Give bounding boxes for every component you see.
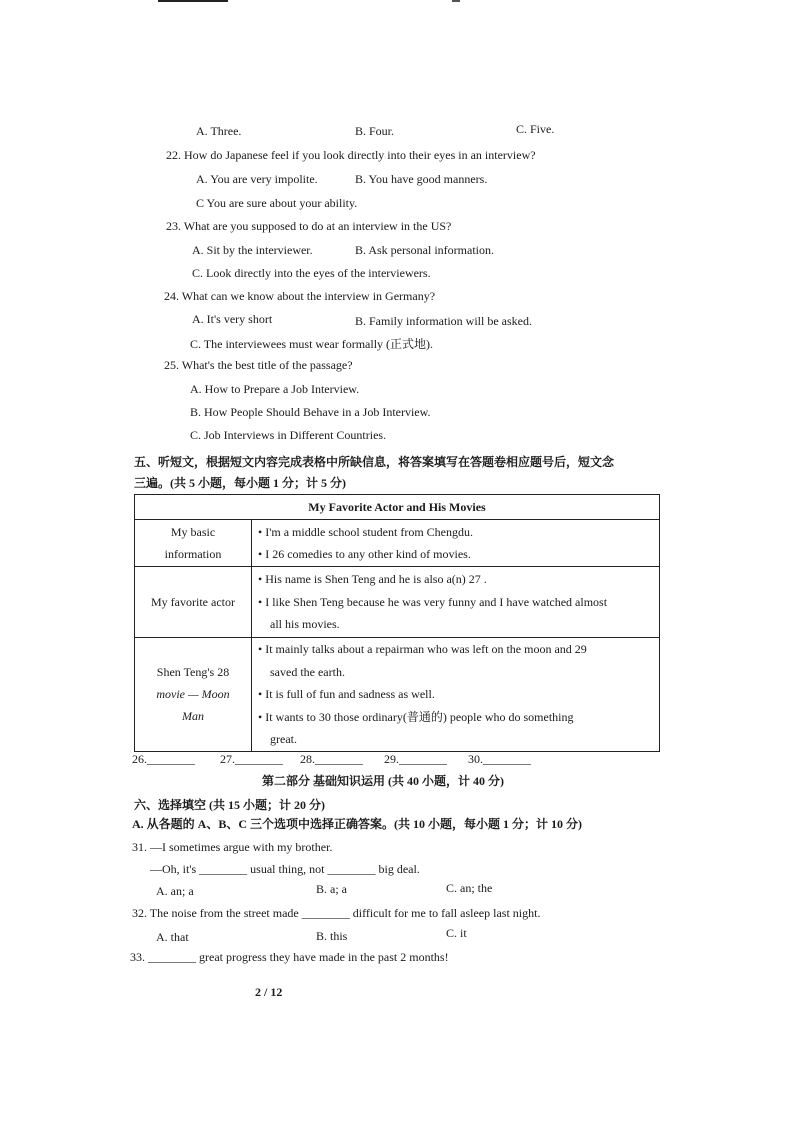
row3-label-c: Man	[182, 709, 204, 724]
q25-option-a: A. How to Prepare a Job Interview.	[190, 382, 360, 396]
q24-option-b: B. Family information will be asked.	[355, 314, 532, 328]
favorite-actor-table	[134, 494, 660, 752]
q31-option-c: C. an; the	[446, 881, 493, 895]
q25-stem: 25. What's the best title of the passage?	[164, 358, 353, 372]
section5-instruction-line1: 五、听短文，根据短文内容完成表格中所缺信息，将答案填写在答题卷相应题号后，短文念	[134, 455, 615, 469]
row2-line2: • I like Shen Teng because he was very funny and I have watched almost	[258, 594, 608, 609]
row-movie-label	[135, 638, 252, 752]
q23-stem: 23. What are you supposed to do at an interview in the US?	[166, 219, 452, 233]
row2-line1: • His name is Shen Teng and he is also a(n) 27 .	[258, 572, 487, 587]
q32-option-b: B. this	[316, 929, 348, 943]
section6-title: 六、选择填空 (共 15 小题；计 20 分)	[134, 798, 325, 812]
answer-blank-26[interactable]: 26.________	[132, 752, 195, 766]
row2-line3: all his movies.	[270, 617, 340, 632]
row-movie-content	[252, 638, 660, 752]
table-header: My Favorite Actor and His Movies	[135, 495, 660, 520]
row-basic-info-content	[252, 520, 660, 567]
row3-label-a: Shen Teng's 28	[156, 665, 230, 680]
row-favorite-actor-label: My favorite actor	[135, 567, 252, 638]
section6-subtitle: A. 从各题的 A、B、C 三个选项中选择正确答案。(共 10 小题，每小题 1 分；计 10 分)	[132, 817, 582, 831]
q22-stem: 22. How do Japanese feel if you look directly into their eyes in an interview?	[166, 148, 536, 162]
row1-line1: • I'm a middle school student from Chengdu.	[258, 524, 473, 539]
top-rule	[158, 0, 228, 2]
answer-blank-29[interactable]: 29.________	[384, 752, 447, 766]
q23-option-b: B. Ask personal information.	[355, 243, 494, 257]
row-basic-info-label	[135, 520, 252, 567]
part2-title: 第二部分 基础知识运用 (共 40 小题，计 40 分)	[262, 774, 504, 788]
answer-blank-28[interactable]: 28.________	[300, 752, 363, 766]
row1-line2: • I 26 comedies to any other kind of movies.	[258, 547, 471, 561]
page-number: 2 / 12	[255, 985, 283, 999]
row3-line4: • It wants to 30 those ordinary(普通的) people who do something	[258, 709, 574, 724]
q31-stem: 31. —I sometimes argue with my brother.	[132, 840, 333, 854]
q31-reply: —Oh, it's ________ usual thing, not ________ big deal.	[150, 862, 420, 876]
q23-option-c: C. Look directly into the eyes of the interviewers.	[192, 266, 431, 280]
row3-label-b: movie — Moon	[156, 687, 230, 702]
q32-option-c: C. it	[446, 926, 467, 940]
q31-option-b: B. a; a	[316, 882, 347, 896]
answer-blank-30[interactable]: 30.________	[468, 752, 531, 766]
q25-option-b: B. How People Should Behave in a Job Interview.	[190, 405, 431, 419]
q33-stem: 33. ________ great progress they have made in the past 2 months!	[130, 950, 449, 964]
q21-option-b: B. Four.	[355, 124, 395, 138]
q31-option-a: A. an; a	[156, 884, 194, 898]
q24-stem: 24. What can we know about the interview in Germany?	[164, 289, 436, 303]
q22-option-a: A. You are very impolite.	[196, 172, 318, 186]
q32-option-a: A. that	[156, 930, 189, 944]
q21-option-c: C. Five.	[516, 122, 555, 136]
row3-line3: • It is full of fun and sadness as well.	[258, 687, 435, 701]
row3-line2: saved the earth.	[270, 664, 345, 679]
section5-instruction-line2: 三遍。(共 5 小题，每小题 1 分；计 5 分)	[134, 476, 346, 490]
q25-option-c: C. Job Interviews in Different Countries.	[190, 428, 387, 442]
top-mark	[452, 0, 460, 2]
row1-label-b: information	[164, 547, 222, 561]
q32-stem: 32. The noise from the street made ________ difficult for me to fall asleep last night.	[132, 906, 541, 920]
row3-line5: great.	[270, 732, 297, 746]
row3-line1: • It mainly talks about a repairman who was left on the moon and 29	[258, 642, 587, 656]
answer-blank-27[interactable]: 27.________	[220, 752, 283, 766]
q24-option-a: A. It's very short	[192, 312, 273, 326]
q24-option-c: C. The interviewees must wear formally (正式地).	[190, 337, 434, 351]
q22-option-b: B. You have good manners.	[355, 172, 488, 186]
q21-option-a: A. Three.	[196, 124, 242, 138]
row1-label-a: My basic	[170, 525, 216, 539]
q23-option-a: A. Sit by the interviewer.	[192, 243, 313, 257]
q22-option-c: C You are sure about your ability.	[196, 196, 358, 210]
row-favorite-actor-content	[252, 567, 660, 638]
